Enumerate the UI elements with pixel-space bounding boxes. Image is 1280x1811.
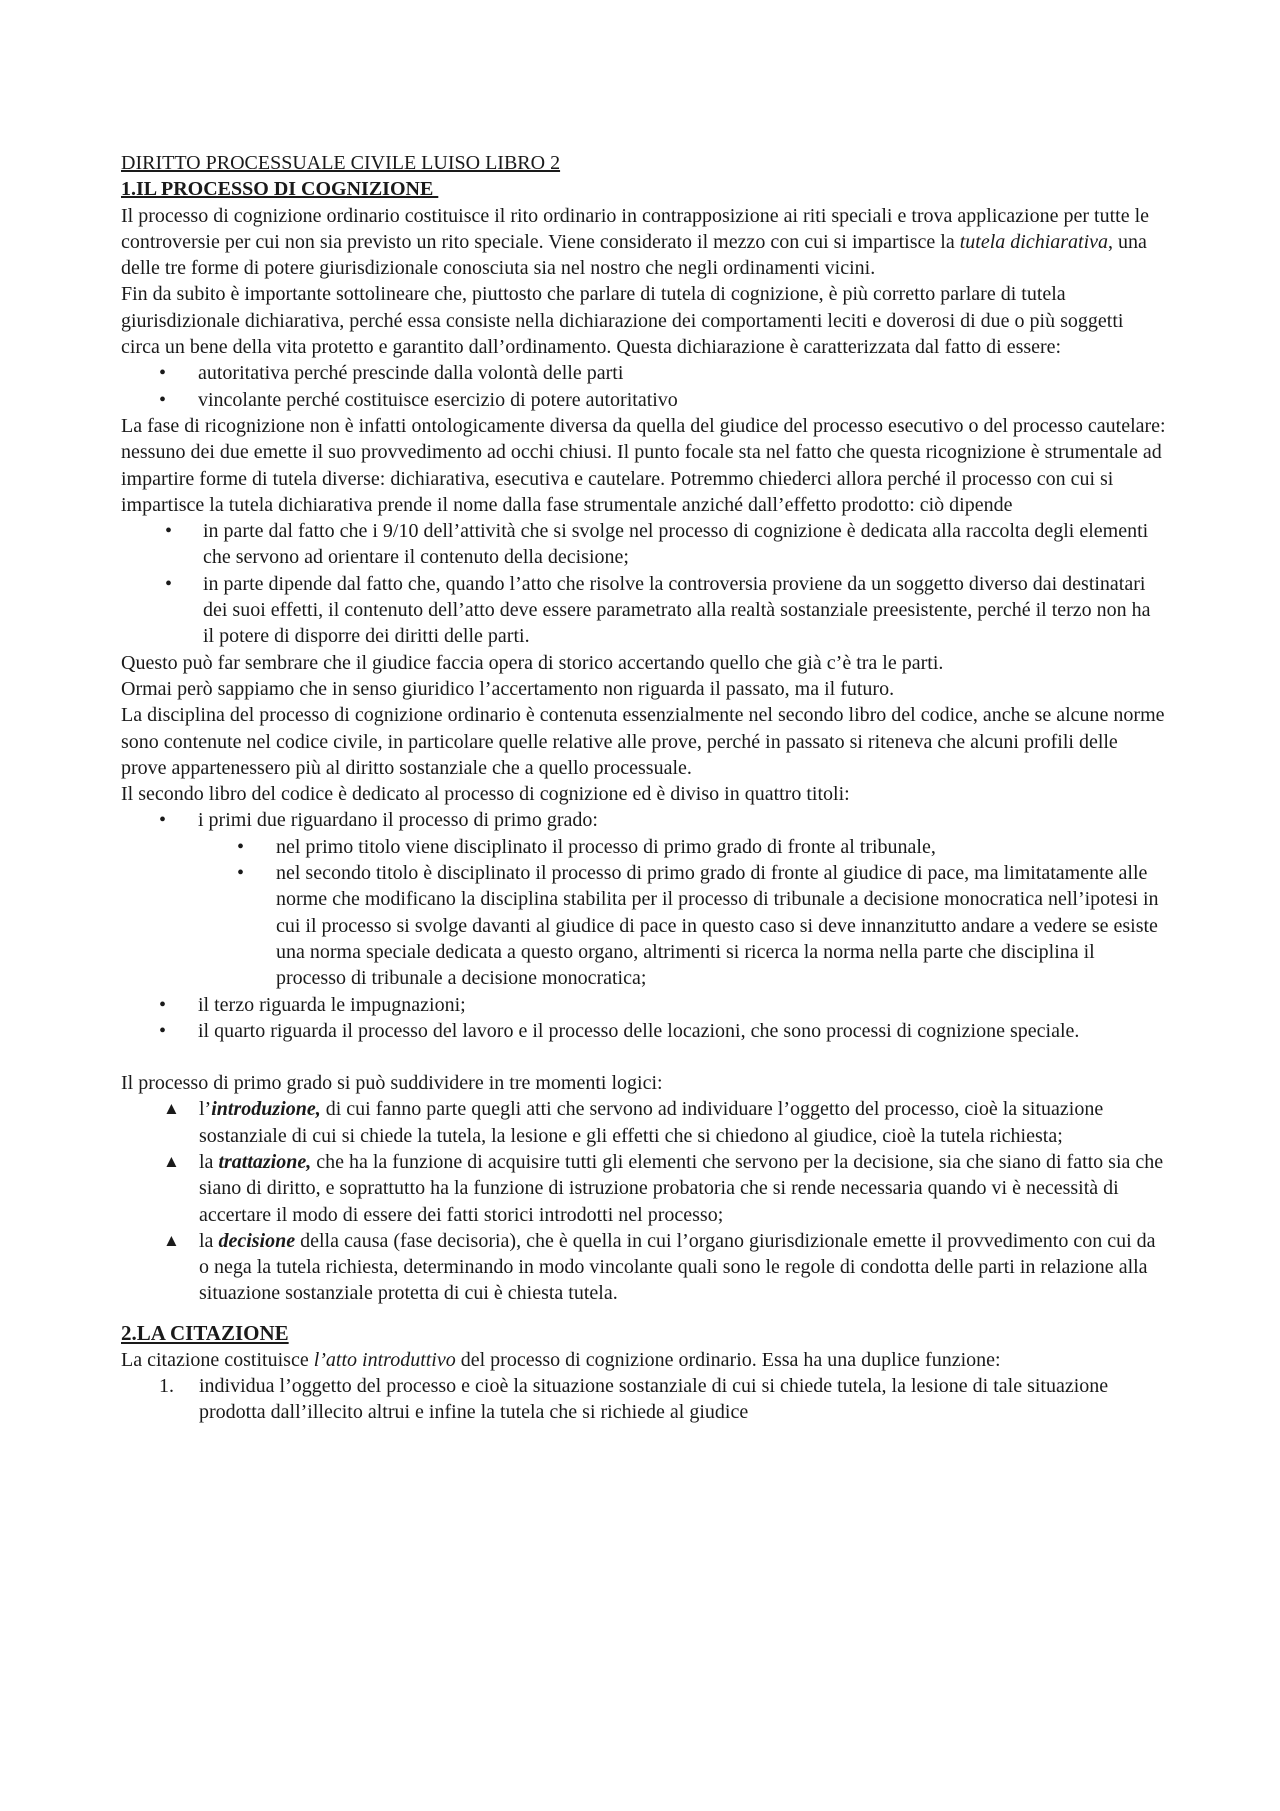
paragraph: Questo può far sembrare che il giudice faccia opera di storico accertando quello che già c’è tra le parti. [121,651,944,674]
triangle-list [121,1096,1166,1306]
document-title: DIRITTO PROCESSUALE CIVILE LUISO LIBRO 2 [121,152,561,174]
bullet-marker: • [159,993,167,1016]
nested-bullet-list [121,834,1166,992]
bullet-list [121,992,1166,1045]
list-item: • il terzo riguarda le impugnazioni; [121,992,1166,1018]
bullet-list [121,807,1166,833]
bullet-marker: • [165,520,173,543]
list-item: • nel secondo titolo è disciplinato il processo di primo grado di fronte al giudice di pace, ma limitatamente alle norme che modificano la disciplina stabilita per il processo di tribunale a decisione monocratica nell’ipotesi in cui il processo si svolge davanti al giudice di pace in questo caso si deve innanzitutto andare a vedere se esiste una norma speciale dedicata a questo organo, altrimenti si ricerca la norma nella parte che disciplina il processo di tribunale a decisione monocratica; [237,862,1159,990]
bullet-list [121,518,1166,649]
bullet-marker: • [159,388,167,411]
list-item: ▲ la trattazione, che ha la funzione di acquisire tutti gli elementi che servono per la decisione, sia che siano di fatto sia che siano di diritto, e soprattutto ha la funzione di istruzione probatoria che si rende necessaria quando vi è necessità di accertare il modo di essere dei fatti storici introdotti nel processo; [163,1150,1164,1226]
italic-term: l’atto introduttivo [313,1348,456,1371]
triangle-bullet-icon: ▲ [163,1099,180,1119]
list-item: • vincolante perché costituisce esercizio di potere autoritativo [121,387,1166,413]
list-number: 1. [159,1375,174,1398]
bullet-marker: • [159,1019,167,1042]
bullet-marker: • [237,862,245,885]
list-item: • in parte dal fatto che i 9/10 dell’attività che si svolge nel processo di cognizione è dedicata alla raccolta degli elementi che servono ad orientare il contenuto della decisione; [165,520,1149,569]
paragraph: Il processo di primo grado si può suddividere in tre momenti logici: [121,1072,663,1095]
bullet-list [121,360,1166,413]
paragraph: Fin da subito è importante sottolineare che, piuttosto che parlare di tutela di cognizione, è più corretto parlare di tutela giurisdizionale dichiarativa, perché essa consiste nella dichiarazione dei comportamenti leciti e doverosi di due o più soggetti circa un bene della vita protetto e garantito dall’ordinamento. Questa dichiarazione è caratterizzata dal fatto di essere: [121,283,1124,359]
bullet-marker: • [165,572,173,595]
spacer [121,1044,1166,1070]
italic-term: tutela dichiarativa [959,230,1109,253]
list-item: • autoritativa perché prescinde dalla volontà delle parti [121,360,1166,386]
section-2-heading: 2.LA CITAZIONE [121,1320,289,1345]
bullet-marker: • [159,809,167,832]
document-page [121,150,1166,1426]
bullet-marker: • [159,362,167,385]
triangle-bullet-icon: ▲ [163,1230,180,1250]
section-1-heading: 1.IL PROCESSO DI COGNIZIONE [121,178,439,201]
bullet-marker: • [237,835,245,858]
list-item: ▲ la decisione della causa (fase decisoria), che è quella in cui l’organo giurisdizionale emette il provvedimento con cui da o nega la tutela richiesta, determinando in modo vincolante quali sono le regole di condotta delle parti in relazione alla situazione sostanziale protetta di cui è chiesta tutela. [163,1229,1156,1305]
paragraph: La citazione costituisce l’atto introduttivo del processo di cognizione ordinario. Essa ha una duplice funzione: [121,1348,1001,1371]
paragraph: La disciplina del processo di cognizione ordinario è contenuta essenzialmente nel secondo libro del codice, anche se alcune norme sono contenute nel codice civile, in particolare quelle relative alle prove, perché in passato si riteneva che alcuni profili delle prove appartenessero più al diritto sostanziale che a quello processuale. [121,704,1165,779]
list-item: • i primi due riguardano il processo di primo grado: [121,807,1166,833]
list-item: • nel primo titolo viene disciplinato il processo di primo grado di fronte al tribunale, [121,834,1166,860]
list-item: 1. individua l’oggetto del processo e cioè la situazione sostanziale di cui si chiede tutela, la lesione di tale situazione prodotta dall’illecito altrui e infine la tutela che si richiede al giudice [159,1375,1109,1424]
paragraph: Ormai però sappiamo che in senso giuridico l’accertamento non riguarda il passato, ma il futuro. [121,677,895,700]
spacer [121,1307,1166,1319]
triangle-bullet-icon: ▲ [163,1151,180,1171]
list-item: ▲ l’introduzione, di cui fanno parte quegli atti che servono ad individuare l’oggetto del processo, cioè la situazione sostanziale di cui si chiede la tutela, la lesione e gli effetti che si chiedono al giudice, cioè la tutela richiesta; [163,1098,1104,1147]
paragraph: La fase di ricognizione non è infatti ontologicamente diversa da quella del giudice del processo esecutivo o del processo cautelare: nessuno dei due emette il suo provvedimento ad occhi chiusi. Il punto focale sta nel fatto che questa ricognizione è strumentale ad impartire forme di tutela diverse: dichiarativa, esecutiva e cautelare. Potremmo chiederci allora perché il processo con cui si impartisce la tutela dichiarativa prende il nome dalla fase strumentale anziché dall’effetto prodotto: ciò dipende [121,414,1166,516]
numbered-list [121,1373,1166,1426]
list-item: • il quarto riguarda il processo del lavoro e il processo delle locazioni, che sono processi di cognizione speciale. [121,1018,1166,1044]
list-item: • in parte dipende dal fatto che, quando l’atto che risolve la controversia proviene da un soggetto diverso dai destinatari dei suoi effetti, il contenuto dell’atto deve essere parametrato alla realtà sostanziale preesistente, perché il terzo non ha il potere di disporre dei diritti delle parti. [165,572,1151,648]
paragraph: Il processo di cognizione ordinario costituisce il rito ordinario in contrapposizione ai riti speciali e trova applicazione per tutte le controversie per cui non sia previsto un rito speciale. Viene considerato il mezzo con cui si impartisce la tutela dichiarativa, una delle tre forme di potere giurisdizionale conosciuta sia nel nostro che negli ordinamenti vicini. [121,204,1149,280]
paragraph: Il secondo libro del codice è dedicato al processo di cognizione ed è diviso in quattro titoli: [121,783,850,806]
